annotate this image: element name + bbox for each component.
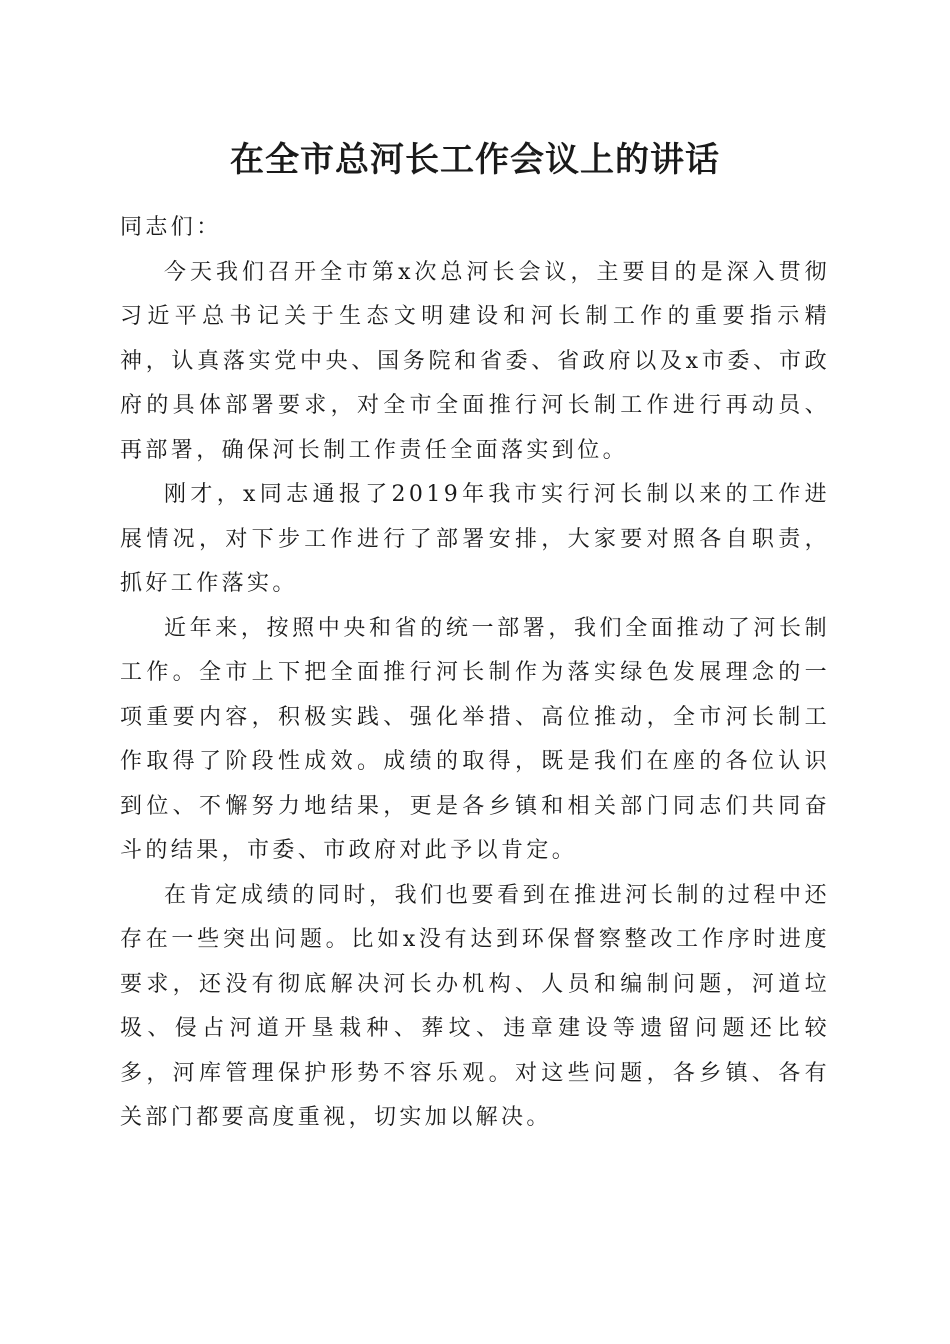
document-body xyxy=(120,206,830,1141)
salutation: 同志们： xyxy=(120,215,222,240)
paragraph-report: 刚才，x同志通报了2019年我市实行河长制以来的工作进展情况，对下步工作进行了部署安排，大家要对照各自职责，抓好工作落实。 xyxy=(120,482,830,596)
document-title: 在全市总河长工作会议上的讲话 xyxy=(230,140,720,180)
paragraph-opening: 今天我们召开全市第x次总河长会议，主要目的是深入贯彻习近平总书记关于生态文明建设和河长制工作的重要指示精神，认真落实党中央、国务院和省委、省政府以及x市委、市政府的具体部署要求，对全市全面推行河长制工作进行再动员、再部署，确保河长制工作责任全面落实到位。 xyxy=(120,259,830,463)
paragraph-problems: 在肯定成绩的同时，我们也要看到在推进河长制的过程中还存在一些突出问题。比如x没有达到环保督察整改工作序时进度要求，还没有彻底解决河长办机构、人员和编制问题，河道垃圾、侵占河道开垦栽种、葬坟、违章建设等遗留问题还比较多，河库管理保护形势不容乐观。对这些问题，各乡镇、各有关部门都要高度重视，切实加以解决。 xyxy=(120,882,830,1130)
paragraph-achievements: 近年来，按照中央和省的统一部署，我们全面推动了河长制工作。全市上下把全面推行河长制作为落实绿色发展理念的一项重要内容，积极实践、强化举措、高位推动，全市河长制工作取得了阶段性成效。成绩的取得，既是我们在座的各位认识到位、不懈努力地结果，更是各乡镇和相关部门同志们共同奋斗的结果，市委、市政府对此予以肯定。 xyxy=(120,615,830,863)
